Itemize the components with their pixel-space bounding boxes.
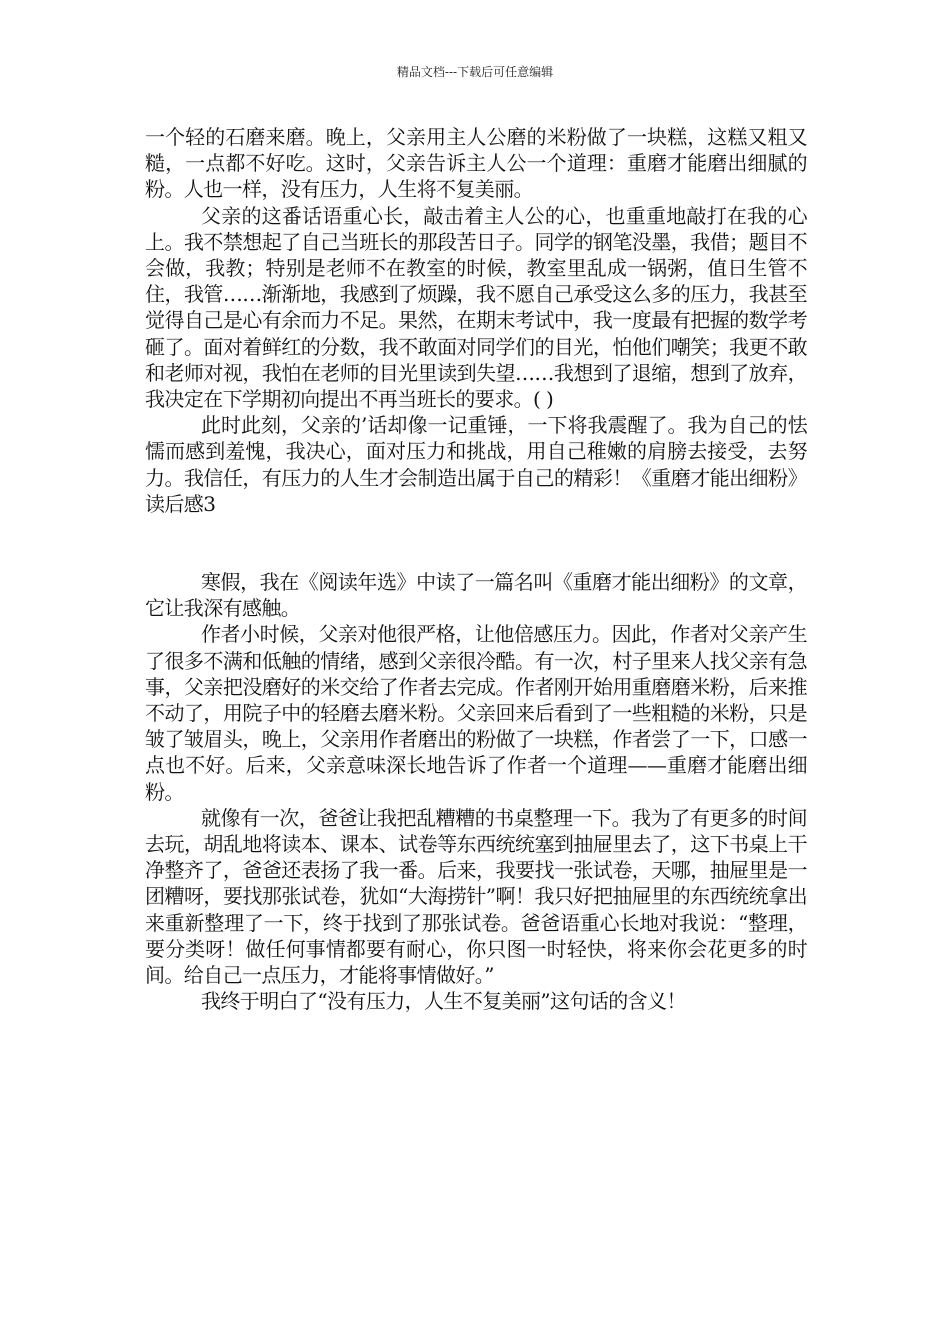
article-body bbox=[145, 124, 807, 1015]
page-header: 精品文档---下载后可任意编辑 bbox=[396, 65, 554, 79]
paragraph: 就像有一次，爸爸让我把乱糟糟的书桌整理一下。我为了有更多的时间去玩，胡乱地将读本、课本、试卷等东西统统塞到抽屉里去了，这下书桌上干净整齐了，爸爸还表扬了我一番。后来，我要找一张试卷，天哪，抽屉里是一团糟呀，要找那张试卷，犹如“大海捞针”啊！我只好把抽屉里的东西统统拿出来重新整理了一下，终于找到了那张试卷。爸爸语重心长地对我说：“整理，要分类呀！做任何事情都要有耐心，你只图一时轻快，将来你会花更多的时间。给自己一点压力，才能将事情做好。” bbox=[145, 805, 807, 988]
paragraph: 作者小时候，父亲对他很严格，让他倍感压力。因此，作者对父亲产生了很多不满和低触的情绪，感到父亲很冷酷。有一次，村子里来人找父亲有急事，父亲把没磨好的米交给了作者去完成。作者刚开始用重磨磨米粉，后来推不动了，用院子中的轻磨去磨米粉。父亲回来后看到了一些粗糙的米粉，只是皱了皱眉头，晚上，父亲用作者磨出的粉做了一块糕，作者尝了一下，口感一点也不好。后来，父亲意味深长地告诉了作者一个道理——重磨才能磨出细粉。 bbox=[145, 622, 807, 804]
paragraph: 我终于明白了“没有压力，人生不复美丽”这句话的含义！ bbox=[201, 989, 686, 1014]
paragraph-continuation: 一个轻的石磨来磨。晚上，父亲用主人公磨的米粉做了一块糕，这糕又粗又糙，一点都不好吃。这时，父亲告诉主人公一个道理：重磨才能磨出细腻的粉。人也一样，没有压力，人生将不复美丽。 bbox=[145, 125, 807, 202]
section-gap bbox=[145, 517, 807, 569]
paragraph: 父亲的这番话语重心长，敲击着主人公的心，也重重地敲打在我的心上。我不禁想起了自己当班长的那段苦日子。同学的钢笔没墨，我借；题目不会做，我教；特别是老师不在教室的时候，教室里乱成一锅粥，值日生管不住，我管……渐渐地，我感到了烦躁，我不愿自己承受这么多的压力，我甚至觉得自己是心有余而力不足。果然，在期末考试中，我一度最有把握的数学考砸了。面对着鲜红的分数，我不敢面对同学们的目光，怕他们嘲笑；我更不敢和老师对视，我怕在老师的目光里读到失望……我想到了退缩，想到了放弃，我决定在下学期初向提出不再当班长的要求。( ) bbox=[145, 203, 807, 412]
paragraph: 此时此刻，父亲的’话却像一记重锤，一下将我震醒了。我为自己的怯懦而感到羞愧，我决心，面对压力和挑战，用自己稚嫩的肩膀去接受，去努力。我信任，有压力的人生才会制造出属于自己的精彩！《重磨才能出细粉》读后感3 bbox=[145, 413, 807, 516]
paragraph: 寒假，我在《阅读年选》中读了一篇名叫《重磨才能出细粉》的文章，它让我深有感触。 bbox=[145, 570, 807, 621]
